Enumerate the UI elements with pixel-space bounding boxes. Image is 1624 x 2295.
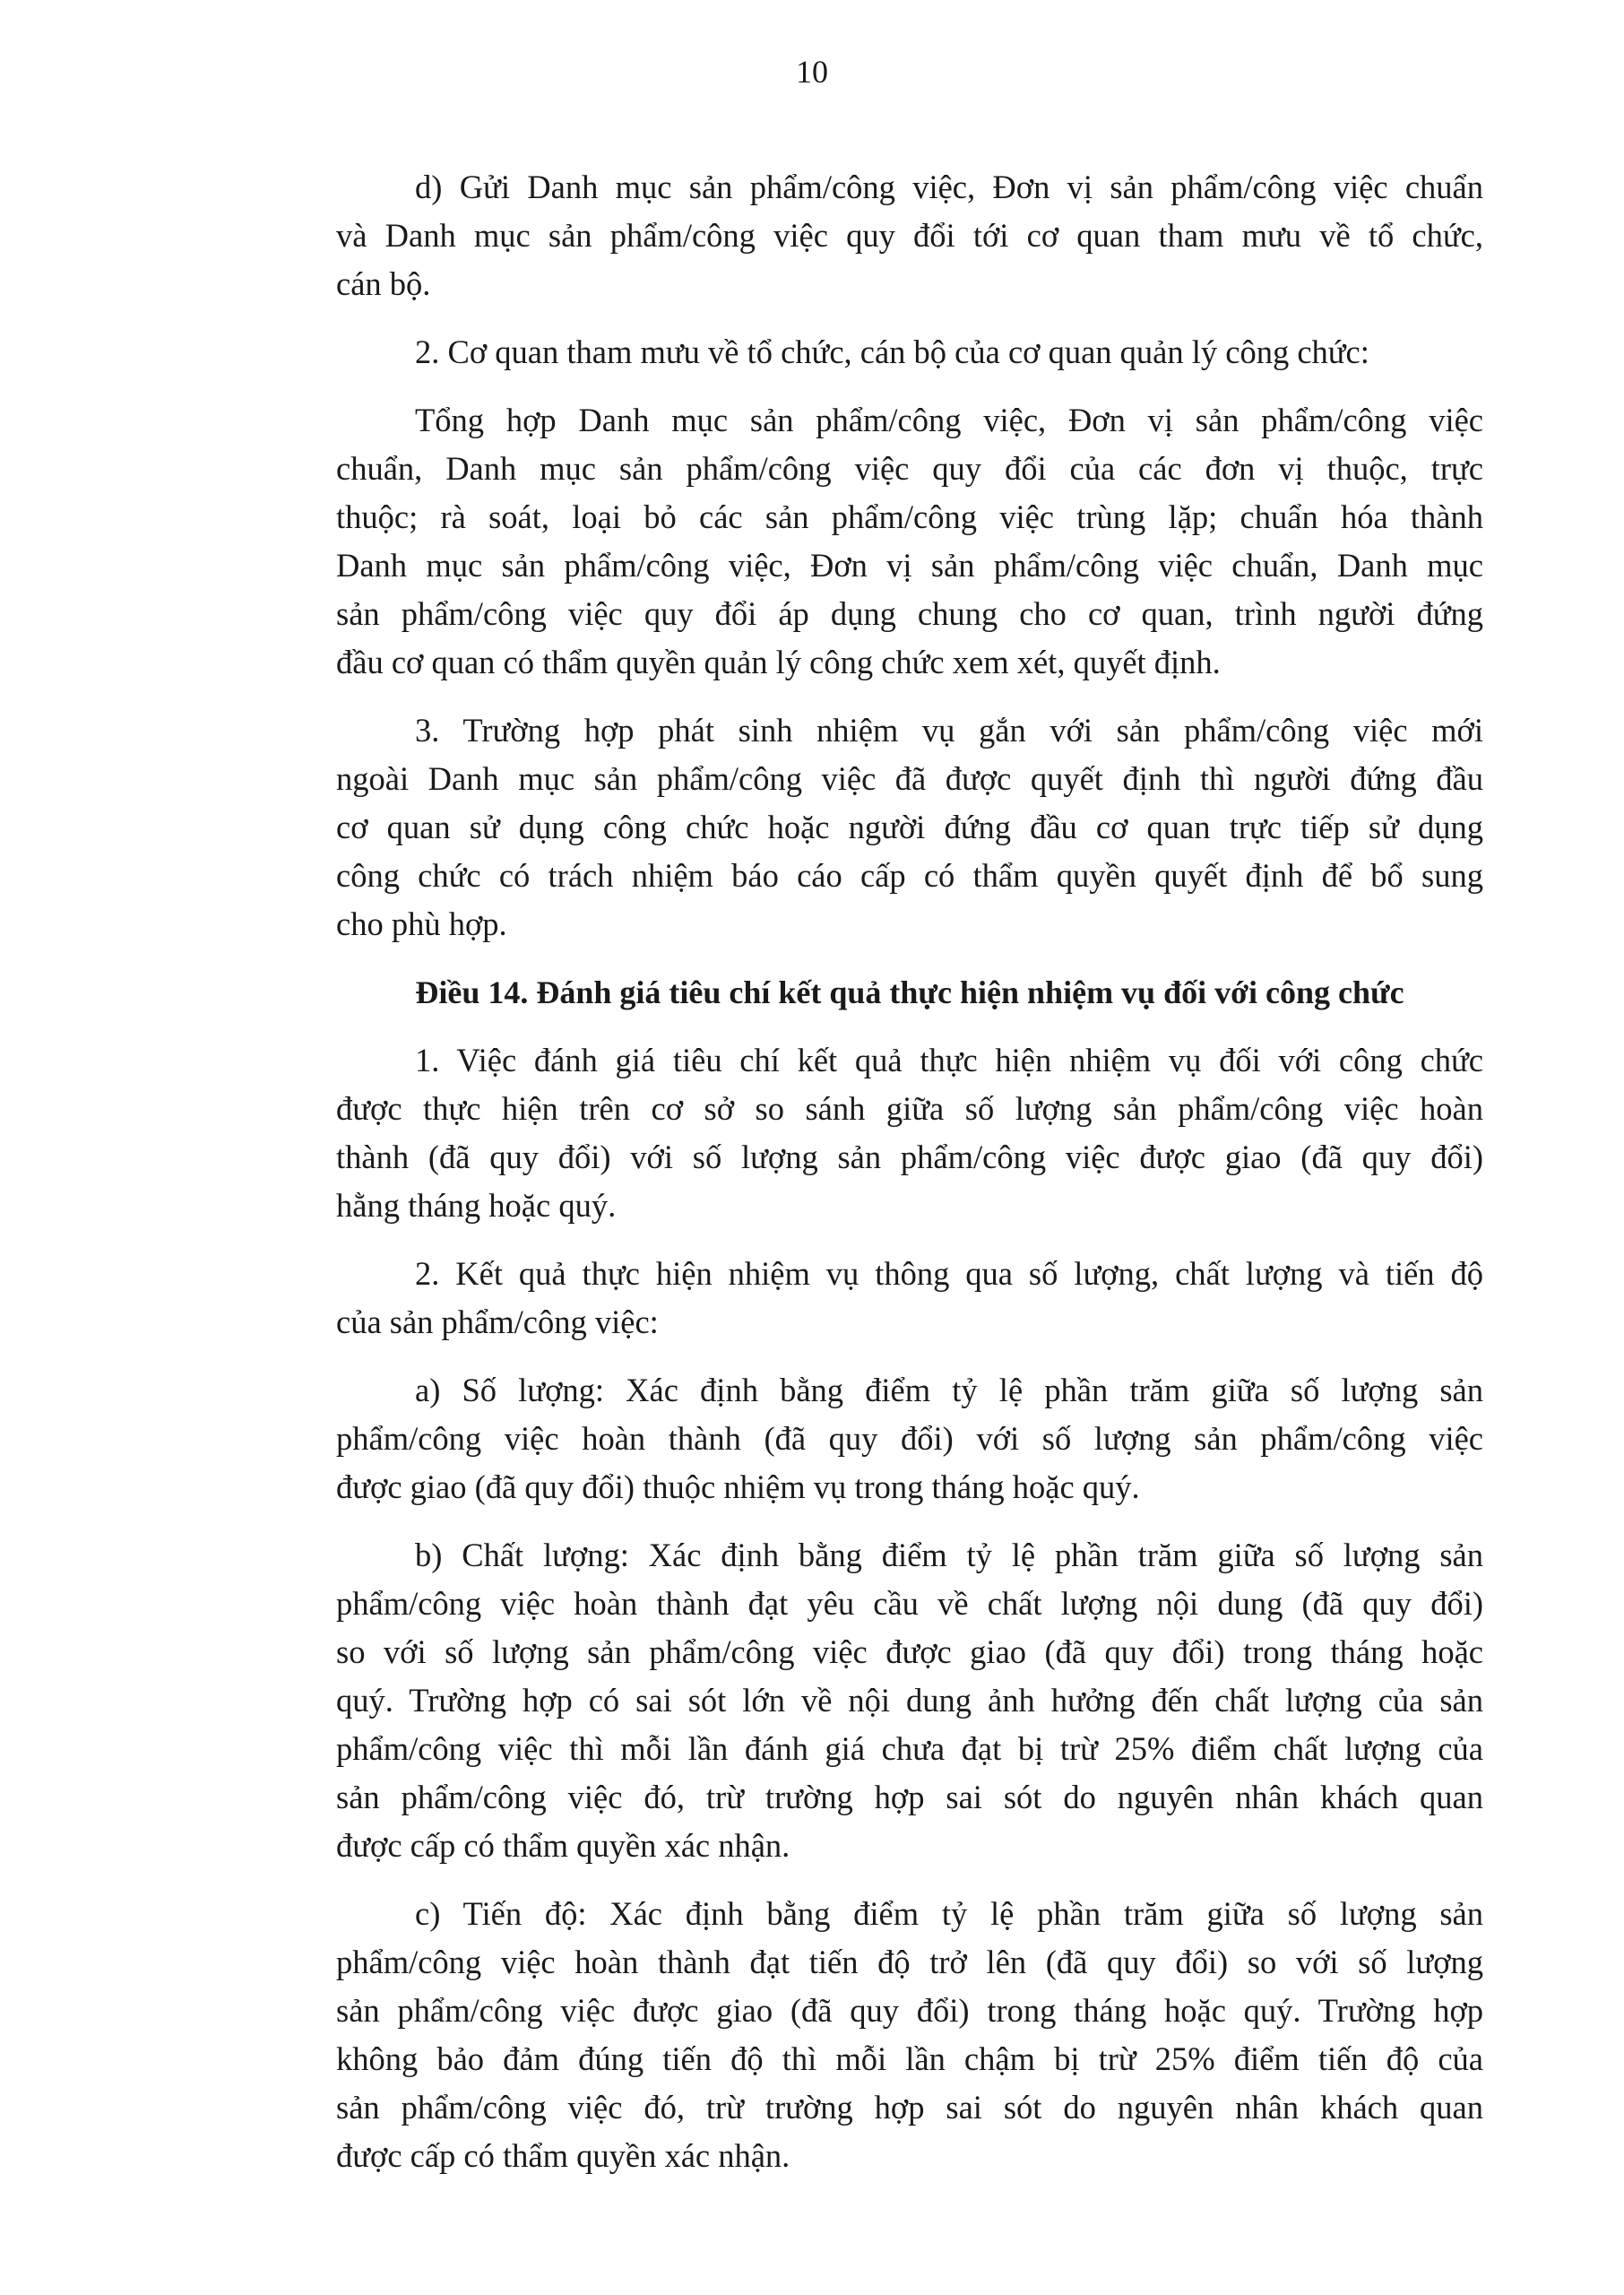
text-line: 1. Việc đánh giá tiêu chí kết quả thực hiện nhiệm vụ đối với công chức	[415, 1042, 1483, 1078]
text-line: được cấp có thẩm quyền xác nhận.	[336, 2137, 790, 2174]
text-line: c) Tiến độ: Xác định bằng điểm tỷ lệ phần trăm giữa số lượng sản	[415, 1895, 1483, 1932]
text-line: phẩm/công việc hoàn thành đạt yêu cầu về chất lượng nội dung (đã quy đổi)	[336, 1585, 1483, 1622]
text-line: cán bộ.	[336, 265, 431, 302]
text-line: sản phẩm/công việc đó, trừ trường hợp sai sót do nguyên nhân khách quan	[336, 1779, 1483, 1815]
text-line: Danh mục sản phẩm/công việc, Đơn vị sản phẩm/công việc chuẩn, Danh mục	[336, 547, 1483, 584]
text-line: hằng tháng hoặc quý.	[336, 1187, 617, 1224]
text-line: phẩm/công việc thì mỗi lần đánh giá chưa đạt bị trừ 25% điểm chất lượng của	[336, 1730, 1483, 1767]
text-line: phẩm/công việc hoàn thành (đã quy đổi) với số lượng sản phẩm/công việc	[336, 1420, 1483, 1457]
text-line: sản phẩm/công việc đó, trừ trường hợp sai sót do nguyên nhân khách quan	[336, 2089, 1483, 2126]
paragraph-2-body	[336, 396, 1483, 687]
paragraph-14-2a	[336, 1366, 1483, 1511]
paragraph-2	[336, 328, 1483, 377]
text-line: d) Gửi Danh mục sản phẩm/công việc, Đơn vị sản phẩm/công việc chuẩn	[415, 169, 1483, 205]
text-line: được thực hiện trên cơ sở so sánh giữa số lượng sản phẩm/công việc hoàn	[336, 1090, 1483, 1127]
text-line: và Danh mục sản phẩm/công việc quy đổi tới cơ quan tham mưu về tổ chức,	[336, 217, 1483, 254]
paragraph-14-2	[336, 1250, 1483, 1347]
paragraph-14-2c	[336, 1890, 1483, 2180]
text-line: cơ quan sử dụng công chức hoặc người đứng đầu cơ quan trực tiếp sử dụng	[336, 809, 1483, 845]
paragraph-14-2b	[336, 1531, 1483, 1870]
text-line: 2. Kết quả thực hiện nhiệm vụ thông qua số lượng, chất lượng và tiến độ	[415, 1255, 1483, 1292]
text-line: được cấp có thẩm quyền xác nhận.	[336, 1827, 790, 1864]
text-line: ngoài Danh mục sản phẩm/công việc đã được quyết định thì người đứng đầu	[336, 760, 1483, 797]
page-number: 10	[796, 54, 828, 90]
text-line: b) Chất lượng: Xác định bằng điểm tỷ lệ phần trăm giữa số lượng sản	[415, 1537, 1483, 1573]
document-body	[336, 163, 1483, 2200]
paragraph-3	[336, 706, 1483, 948]
text-line: công chức có trách nhiệm báo cáo cấp có thẩm quyền quyết định để bổ sung	[336, 857, 1483, 894]
text-line: thành (đã quy đổi) với số lượng sản phẩm/công việc được giao (đã quy đổi)	[336, 1139, 1483, 1175]
paragraph-1d	[336, 163, 1483, 308]
text-line: a) Số lượng: Xác định bằng điểm tỷ lệ phần trăm giữa số lượng sản	[415, 1372, 1483, 1408]
text-line: không bảo đảm đúng tiến độ thì mỗi lần chậm bị trừ 25% điểm tiến độ của	[336, 2040, 1483, 2077]
text-line: được giao (đã quy đổi) thuộc nhiệm vụ trong tháng hoặc quý.	[336, 1468, 1140, 1505]
text-line: chuẩn, Danh mục sản phẩm/công việc quy đổi của các đơn vị thuộc, trực	[336, 450, 1483, 487]
text-line: thuộc; rà soát, loại bỏ các sản phẩm/công việc trùng lặp; chuẩn hóa thành	[336, 498, 1483, 535]
text-line: so với số lượng sản phẩm/công việc được giao (đã quy đổi) trong tháng hoặc	[336, 1633, 1483, 1670]
text-line: của sản phẩm/công việc:	[336, 1303, 659, 1340]
text-line: quý. Trường hợp có sai sót lớn về nội dung ảnh hưởng đến chất lượng của sản	[336, 1682, 1483, 1719]
text-line: 3. Trường hợp phát sinh nhiệm vụ gắn với sản phẩm/công việc mới	[415, 712, 1483, 749]
text-line: cho phù hợp.	[336, 905, 507, 942]
text-line: Tổng hợp Danh mục sản phẩm/công việc, Đơn vị sản phẩm/công việc	[415, 402, 1483, 438]
text-line: 2. Cơ quan tham mưu về tổ chức, cán bộ của cơ quan quản lý công chức:	[415, 333, 1369, 370]
text-line: sản phẩm/công việc được giao (đã quy đổi) trong tháng hoặc quý. Trường hợp	[336, 1992, 1483, 2029]
text-line: đầu cơ quan có thẩm quyền quản lý công chức xem xét, quyết định.	[336, 644, 1221, 680]
paragraph-14-1	[336, 1036, 1483, 1230]
text-line: sản phẩm/công việc quy đổi áp dụng chung cho cơ quan, trình người đứng	[336, 595, 1483, 632]
text-line: phẩm/công việc hoàn thành đạt tiến độ trở lên (đã quy đổi) so với số lượng	[336, 1944, 1483, 1980]
article-14-heading: Điều 14. Đánh giá tiêu chí kết quả thực hiện nhiệm vụ đối với công chức	[415, 974, 1404, 1010]
